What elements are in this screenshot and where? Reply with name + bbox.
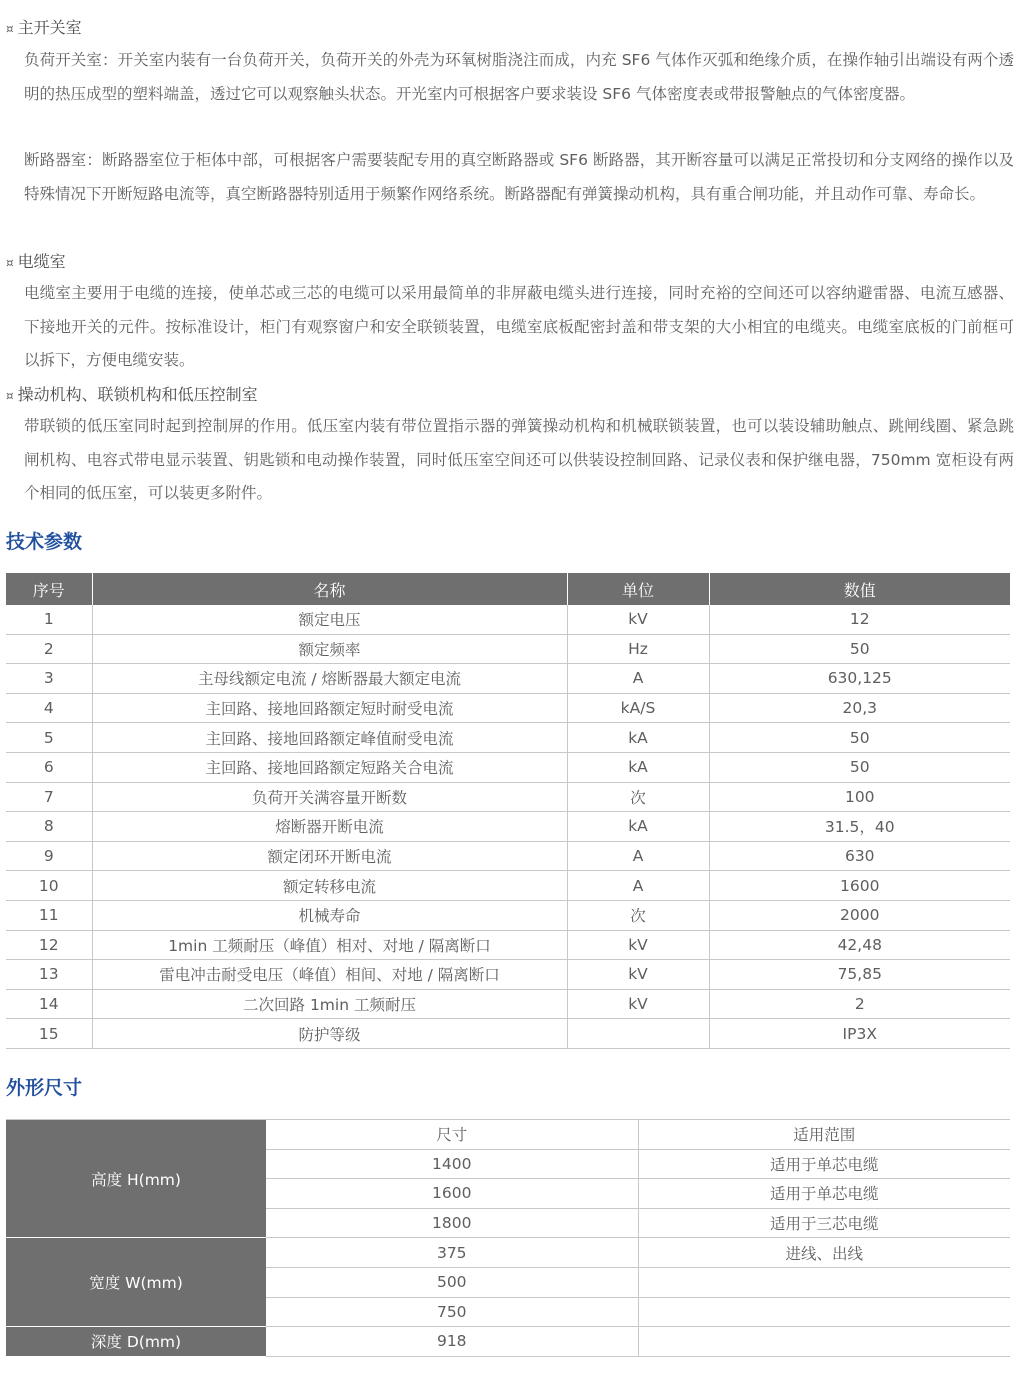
- cell-unit: kV: [567, 605, 709, 634]
- currency-sign-bullet-icon: ¤: [6, 22, 14, 36]
- table-row: [6, 930, 1010, 960]
- header-value: 数值: [709, 573, 1010, 605]
- cell-name: 熔断器开断电流: [92, 812, 567, 842]
- cell-value: 42,48: [709, 930, 1010, 960]
- cell-unit: 次: [567, 900, 709, 930]
- paragraph-cable-room: 电缆室主要用于电缆的连接，使单芯或三芯的电缆可以采用最简单的非屏蔽电缆头进行连接，同时充裕的空间还可以容纳避雷器、电流互感器、下接地开关的元件。按标准设计，柜门有观察窗户和安全联锁装置，电缆室底板配密封盖和带支架的大小相宜的电缆夹。电缆室底板的门前框可以拆下，方便电缆安装。: [24, 284, 1014, 369]
- paragraph-load-switch-room: 负荷开关室：开关室内装有一台负荷开关，负荷开关的外壳为环氧树脂浇注而成，内充 SF6 气体作灭弧和绝缘介质，在操作轴引出端设有两个透明的热压成型的塑料端盖，透过它可以观察触头状态。开光室内可根据客户要求装设 SF6 气体密度表或带报警触点的气体密度器。: [24, 51, 1014, 103]
- cell-index: 14: [6, 989, 92, 1019]
- cell-unit: kV: [567, 930, 709, 960]
- cell-scope: [638, 1327, 1010, 1357]
- header-index: 序号: [6, 573, 92, 605]
- table-row: [6, 664, 1010, 694]
- table-row: [6, 900, 1010, 930]
- cell-scope: [638, 1297, 1010, 1327]
- cell-index: 2: [6, 634, 92, 664]
- table-row: [6, 960, 1010, 990]
- table-row: [6, 1019, 1010, 1049]
- paragraph-low-voltage-room: 带联锁的低压室同时起到控制屏的作用。低压室内装有带位置指示器的弹簧操动机构和机械联锁装置，也可以装设辅助触点、跳闸线圈、紧急跳闸机构、电容式带电显示装置、钥匙锁和电动操作装置，同时低压室空间还可以供装设控制回路、记录仪表和保护继电器，750mm 宽柜设有两个相同的低压室，可以装更多附件。: [24, 417, 1014, 502]
- cell-name: 额定转移电流: [92, 871, 567, 901]
- table-row: [6, 723, 1010, 753]
- cell-name: 负荷开关满容量开断数: [92, 782, 567, 812]
- cell-value: 1600: [709, 871, 1010, 901]
- section-heading-main-switch: ¤ 主开关室: [6, 18, 82, 37]
- cell-name: 防护等级: [92, 1019, 567, 1049]
- table-row: [6, 841, 1010, 871]
- table-row: [6, 1327, 1010, 1357]
- tech-params-title: 技术参数: [6, 531, 83, 553]
- cell-size: 1400: [266, 1149, 638, 1179]
- cell-value: IP3X: [709, 1019, 1010, 1049]
- cell-index: 10: [6, 871, 92, 901]
- cell-name: 主母线额定电流 / 熔断器最大额定电流: [92, 664, 567, 694]
- cell-name: 主回路、接地回路额定峰值耐受电流: [92, 723, 567, 753]
- table-row: [6, 752, 1010, 782]
- header-unit: 单位: [567, 573, 709, 605]
- cell-unit: Hz: [567, 634, 709, 664]
- cell-unit: kV: [567, 960, 709, 990]
- cell-size: 1800: [266, 1208, 638, 1238]
- cell-index: 15: [6, 1019, 92, 1049]
- cell-size: 750: [266, 1297, 638, 1327]
- cell-index: 12: [6, 930, 92, 960]
- cell-unit: A: [567, 871, 709, 901]
- cell-scope: [638, 1267, 1010, 1297]
- cell-name: 额定频率: [92, 634, 567, 664]
- cell-unit: kA/S: [567, 693, 709, 723]
- header-size: 尺寸: [266, 1120, 638, 1150]
- dimensions-table: [6, 1119, 1010, 1357]
- cell-unit: A: [567, 841, 709, 871]
- table-row: [6, 634, 1010, 664]
- cell-index: 11: [6, 900, 92, 930]
- table-row: [6, 812, 1010, 842]
- cell-size: 1600: [266, 1179, 638, 1209]
- section-heading-mechanism: ¤ 操动机构、联锁机构和低压控制室: [6, 385, 258, 404]
- cell-index: 1: [6, 605, 92, 634]
- cell-value: 630,125: [709, 664, 1010, 694]
- cell-unit: kV: [567, 989, 709, 1019]
- cell-scope: 适用于单芯电缆: [638, 1179, 1010, 1209]
- dimension-group-label: 高度 H(mm): [6, 1120, 266, 1238]
- cell-value: 2: [709, 989, 1010, 1019]
- currency-sign-bullet-icon: ¤: [6, 389, 14, 403]
- cell-name: 主回路、接地回路额定短时耐受电流: [92, 693, 567, 723]
- table-row: [6, 605, 1010, 634]
- cell-value: 2000: [709, 900, 1010, 930]
- table-row: [6, 782, 1010, 812]
- cell-index: 5: [6, 723, 92, 753]
- cell-index: 4: [6, 693, 92, 723]
- cell-size: 500: [266, 1267, 638, 1297]
- cell-value: 50: [709, 634, 1010, 664]
- cell-name: 主回路、接地回路额定短路关合电流: [92, 752, 567, 782]
- currency-sign-bullet-icon: ¤: [6, 256, 14, 270]
- cell-name: 机械寿命: [92, 900, 567, 930]
- cell-value: 50: [709, 723, 1010, 753]
- dimension-group-label: 宽度 W(mm): [6, 1238, 266, 1327]
- cell-unit: kA: [567, 723, 709, 753]
- cell-value: 12: [709, 605, 1010, 634]
- cell-size: 918: [266, 1327, 638, 1357]
- cell-unit: [567, 1019, 709, 1049]
- dimensions-title: 外形尺寸: [6, 1077, 83, 1099]
- cell-unit: kA: [567, 812, 709, 842]
- cell-unit: A: [567, 664, 709, 694]
- cell-index: 3: [6, 664, 92, 694]
- cell-size: 375: [266, 1238, 638, 1268]
- cell-scope: 适用于单芯电缆: [638, 1149, 1010, 1179]
- dimensions-header-row: [6, 1120, 1010, 1150]
- tech-params-table: [6, 573, 1010, 1049]
- cell-value: 100: [709, 782, 1010, 812]
- cell-index: 6: [6, 752, 92, 782]
- cell-name: 额定闭环开断电流: [92, 841, 567, 871]
- cell-scope: 进线、出线: [638, 1238, 1010, 1268]
- cell-name: 1min 工频耐压（峰值）相对、对地 / 隔离断口: [92, 930, 567, 960]
- cell-unit: kA: [567, 752, 709, 782]
- table-row: [6, 693, 1010, 723]
- dimension-group-label: 深度 D(mm): [6, 1327, 266, 1357]
- table-row: [6, 989, 1010, 1019]
- header-name: 名称: [92, 573, 567, 605]
- table-row: [6, 871, 1010, 901]
- cell-name: 额定电压: [92, 605, 567, 634]
- cell-value: 20,3: [709, 693, 1010, 723]
- table-row: [6, 1238, 1010, 1268]
- cell-index: 7: [6, 782, 92, 812]
- cell-value: 50: [709, 752, 1010, 782]
- cell-value: 31.5，40: [709, 812, 1010, 842]
- cell-index: 13: [6, 960, 92, 990]
- cell-name: 二次回路 1min 工频耐压: [92, 989, 567, 1019]
- cell-value: 630: [709, 841, 1010, 871]
- cell-index: 8: [6, 812, 92, 842]
- cell-value: 75,85: [709, 960, 1010, 990]
- cell-name: 雷电冲击耐受电压（峰值）相间、对地 / 隔离断口: [92, 960, 567, 990]
- cell-unit: 次: [567, 782, 709, 812]
- header-scope: 适用范围: [638, 1120, 1010, 1150]
- paragraph-breaker-room: 断路器室：断路器室位于柜体中部，可根据客户需要装配专用的真空断路器或 SF6 断路器，其开断容量可以满足正常投切和分支网络的操作以及特殊情况下开断短路电流等，真空断路器特别适用于频繁作网络系统。断路器配有弹簧操动机构，具有重合闸功能，并且动作可靠、寿命长。: [24, 151, 1014, 203]
- section-heading-cable-room: ¤ 电缆室: [6, 252, 66, 271]
- table-header-row: [6, 573, 1010, 605]
- cell-index: 9: [6, 841, 92, 871]
- cell-scope: 适用于三芯电缆: [638, 1208, 1010, 1238]
